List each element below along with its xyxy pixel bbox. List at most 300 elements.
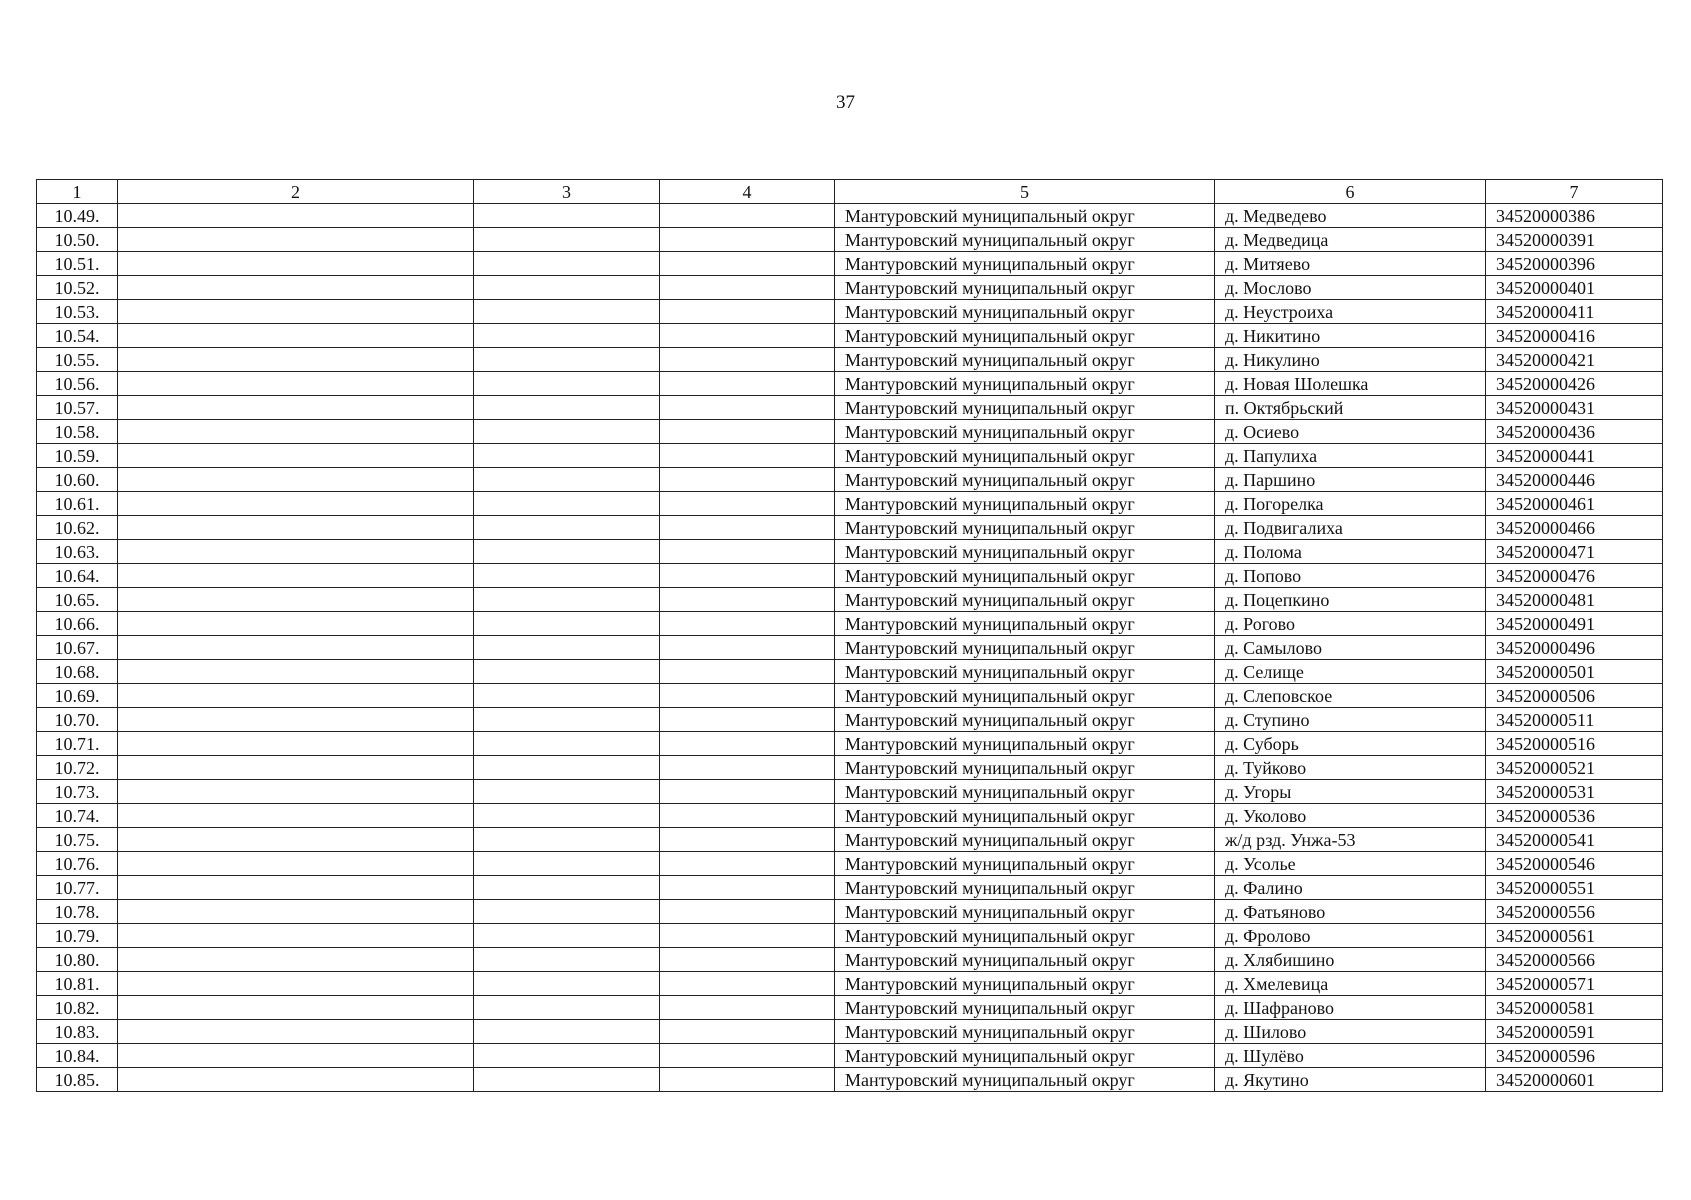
empty-cell-col-4 [660,876,835,900]
district-cell: Мантуровский муниципальный округ [835,540,1215,564]
row-number-cell: 10.51. [37,252,118,276]
settlement-cell: п. Октябрьский [1215,396,1486,420]
code-cell: 34520000476 [1486,564,1663,588]
code-cell: 34520000391 [1486,228,1663,252]
code-cell: 34520000556 [1486,900,1663,924]
empty-cell-col-2 [118,612,474,636]
empty-cell-col-4 [660,1020,835,1044]
table-row [37,588,1663,612]
row-number-cell: 10.59. [37,444,118,468]
row-number-cell: 10.77. [37,876,118,900]
code-cell: 34520000546 [1486,852,1663,876]
code-cell: 34520000426 [1486,372,1663,396]
district-cell: Мантуровский муниципальный округ [835,492,1215,516]
empty-cell-col-2 [118,732,474,756]
table-row [37,1020,1663,1044]
table-body [37,204,1663,1092]
column-header-4: 4 [660,180,835,204]
settlement-cell: д. Угоры [1215,780,1486,804]
code-cell: 34520000511 [1486,708,1663,732]
empty-cell-col-4 [660,828,835,852]
code-cell: 34520000416 [1486,324,1663,348]
district-cell: Мантуровский муниципальный округ [835,876,1215,900]
empty-cell-col-4 [660,996,835,1020]
empty-cell-col-2 [118,1020,474,1044]
empty-cell-col-3 [474,420,660,444]
empty-cell-col-4 [660,540,835,564]
district-cell: Мантуровский муниципальный округ [835,852,1215,876]
row-number-cell: 10.81. [37,972,118,996]
table-row [37,852,1663,876]
table-row [37,300,1663,324]
empty-cell-col-2 [118,396,474,420]
table-row [37,228,1663,252]
empty-cell-col-3 [474,276,660,300]
code-cell: 34520000601 [1486,1068,1663,1092]
district-cell: Мантуровский муниципальный округ [835,900,1215,924]
empty-cell-col-4 [660,468,835,492]
settlement-cell: д. Новая Шолешка [1215,372,1486,396]
empty-cell-col-2 [118,468,474,492]
empty-cell-col-3 [474,516,660,540]
empty-cell-col-3 [474,588,660,612]
row-number-cell: 10.56. [37,372,118,396]
table-row [37,996,1663,1020]
settlement-cell: д. Мослово [1215,276,1486,300]
settlement-cell: д. Неустроиха [1215,300,1486,324]
empty-cell-col-2 [118,564,474,588]
district-cell: Мантуровский муниципальный округ [835,684,1215,708]
settlement-cell: д. Подвигалиха [1215,516,1486,540]
table-row [37,948,1663,972]
settlement-cell: д. Слеповское [1215,684,1486,708]
settlement-cell: д. Усолье [1215,852,1486,876]
table-row [37,876,1663,900]
code-cell: 34520000551 [1486,876,1663,900]
column-header-3: 3 [474,180,660,204]
empty-cell-col-4 [660,684,835,708]
empty-cell-col-3 [474,444,660,468]
row-number-cell: 10.61. [37,492,118,516]
empty-cell-col-4 [660,660,835,684]
empty-cell-col-4 [660,420,835,444]
empty-cell-col-3 [474,1068,660,1092]
empty-cell-col-3 [474,852,660,876]
table-row [37,660,1663,684]
empty-cell-col-3 [474,252,660,276]
district-cell: Мантуровский муниципальный округ [835,588,1215,612]
empty-cell-col-2 [118,204,474,228]
settlement-cell: д. Хлябишино [1215,948,1486,972]
table-row [37,324,1663,348]
empty-cell-col-3 [474,468,660,492]
column-header-2: 2 [118,180,474,204]
district-cell: Мантуровский муниципальный округ [835,780,1215,804]
row-number-cell: 10.63. [37,540,118,564]
row-number-cell: 10.70. [37,708,118,732]
district-cell: Мантуровский муниципальный округ [835,300,1215,324]
row-number-cell: 10.57. [37,396,118,420]
empty-cell-col-4 [660,564,835,588]
empty-cell-col-2 [118,348,474,372]
empty-cell-col-4 [660,348,835,372]
empty-cell-col-3 [474,972,660,996]
table-row [37,396,1663,420]
code-cell: 34520000466 [1486,516,1663,540]
empty-cell-col-3 [474,564,660,588]
empty-cell-col-2 [118,924,474,948]
empty-cell-col-4 [660,516,835,540]
row-number-cell: 10.82. [37,996,118,1020]
empty-cell-col-2 [118,540,474,564]
table-row [37,780,1663,804]
table-row [37,756,1663,780]
code-cell: 34520000441 [1486,444,1663,468]
empty-cell-col-2 [118,972,474,996]
empty-cell-col-2 [118,492,474,516]
column-header-6: 6 [1215,180,1486,204]
row-number-cell: 10.49. [37,204,118,228]
empty-cell-col-2 [118,756,474,780]
settlement-cell: д. Никулино [1215,348,1486,372]
empty-cell-col-2 [118,276,474,300]
table-row [37,900,1663,924]
empty-cell-col-3 [474,708,660,732]
row-number-cell: 10.66. [37,612,118,636]
empty-cell-col-4 [660,204,835,228]
empty-cell-col-3 [474,204,660,228]
settlement-cell: д. Поцепкино [1215,588,1486,612]
district-cell: Мантуровский муниципальный округ [835,732,1215,756]
row-number-cell: 10.84. [37,1044,118,1068]
code-cell: 34520000596 [1486,1044,1663,1068]
district-cell: Мантуровский муниципальный округ [835,948,1215,972]
row-number-cell: 10.85. [37,1068,118,1092]
settlement-cell: д. Фалино [1215,876,1486,900]
empty-cell-col-4 [660,1044,835,1068]
table-row [37,468,1663,492]
empty-cell-col-3 [474,1020,660,1044]
empty-cell-col-2 [118,1068,474,1092]
settlement-cell: д. Митяево [1215,252,1486,276]
table-row [37,540,1663,564]
row-number-cell: 10.74. [37,804,118,828]
settlement-cell: ж/д рзд. Унжа-53 [1215,828,1486,852]
table-row [37,204,1663,228]
settlement-cell: д. Паршино [1215,468,1486,492]
empty-cell-col-3 [474,924,660,948]
code-cell: 34520000431 [1486,396,1663,420]
empty-cell-col-3 [474,996,660,1020]
settlement-cell: д. Попово [1215,564,1486,588]
table-row [37,372,1663,396]
empty-cell-col-4 [660,804,835,828]
settlement-cell: д. Якутино [1215,1068,1486,1092]
empty-cell-col-2 [118,420,474,444]
settlement-cell: д. Ступино [1215,708,1486,732]
district-cell: Мантуровский муниципальный округ [835,468,1215,492]
code-cell: 34520000386 [1486,204,1663,228]
empty-cell-col-2 [118,780,474,804]
row-number-cell: 10.68. [37,660,118,684]
empty-cell-col-4 [660,252,835,276]
empty-cell-col-2 [118,228,474,252]
row-number-cell: 10.54. [37,324,118,348]
row-number-cell: 10.72. [37,756,118,780]
settlement-cell: д. Фролово [1215,924,1486,948]
empty-cell-col-4 [660,300,835,324]
table-row [37,516,1663,540]
empty-cell-col-4 [660,948,835,972]
row-number-cell: 10.50. [37,228,118,252]
empty-cell-col-2 [118,708,474,732]
code-cell: 34520000581 [1486,996,1663,1020]
table-row [37,1068,1663,1092]
code-cell: 34520000446 [1486,468,1663,492]
empty-cell-col-3 [474,300,660,324]
empty-cell-col-3 [474,396,660,420]
code-cell: 34520000436 [1486,420,1663,444]
empty-cell-col-2 [118,252,474,276]
code-cell: 34520000411 [1486,300,1663,324]
row-number-cell: 10.73. [37,780,118,804]
table-row [37,636,1663,660]
district-cell: Мантуровский муниципальный округ [835,444,1215,468]
empty-cell-col-2 [118,996,474,1020]
empty-cell-col-3 [474,324,660,348]
empty-cell-col-4 [660,636,835,660]
table-row [37,924,1663,948]
code-cell: 34520000506 [1486,684,1663,708]
settlement-cell: д. Папулиха [1215,444,1486,468]
empty-cell-col-2 [118,804,474,828]
empty-cell-col-4 [660,372,835,396]
row-number-cell: 10.53. [37,300,118,324]
empty-cell-col-4 [660,924,835,948]
table-row [37,564,1663,588]
column-header-5: 5 [835,180,1215,204]
settlement-cell: д. Туйково [1215,756,1486,780]
empty-cell-col-3 [474,732,660,756]
district-cell: Мантуровский муниципальный округ [835,228,1215,252]
empty-cell-col-3 [474,612,660,636]
district-cell: Мантуровский муниципальный округ [835,972,1215,996]
settlement-cell: д. Никитино [1215,324,1486,348]
empty-cell-col-3 [474,756,660,780]
district-cell: Мантуровский муниципальный округ [835,324,1215,348]
district-cell: Мантуровский муниципальный округ [835,756,1215,780]
settlement-cell: д. Погорелка [1215,492,1486,516]
table-row [37,420,1663,444]
empty-cell-col-2 [118,660,474,684]
table-row [37,1044,1663,1068]
district-cell: Мантуровский муниципальный округ [835,660,1215,684]
table-row [37,276,1663,300]
district-cell: Мантуровский муниципальный округ [835,396,1215,420]
district-cell: Мантуровский муниципальный округ [835,1044,1215,1068]
empty-cell-col-2 [118,876,474,900]
table-row [37,804,1663,828]
settlement-cell: д. Шилово [1215,1020,1486,1044]
row-number-cell: 10.55. [37,348,118,372]
empty-cell-col-2 [118,1044,474,1068]
empty-cell-col-2 [118,684,474,708]
empty-cell-col-2 [118,852,474,876]
district-cell: Мантуровский муниципальный округ [835,804,1215,828]
empty-cell-col-4 [660,276,835,300]
settlement-cell: д. Осиево [1215,420,1486,444]
row-number-cell: 10.83. [37,1020,118,1044]
empty-cell-col-3 [474,876,660,900]
empty-cell-col-2 [118,444,474,468]
empty-cell-col-2 [118,516,474,540]
district-cell: Мантуровский муниципальный округ [835,276,1215,300]
empty-cell-col-4 [660,444,835,468]
empty-cell-col-4 [660,1068,835,1092]
district-cell: Мантуровский муниципальный округ [835,612,1215,636]
empty-cell-col-3 [474,660,660,684]
table-row [37,732,1663,756]
row-number-cell: 10.76. [37,852,118,876]
empty-cell-col-3 [474,540,660,564]
row-number-cell: 10.67. [37,636,118,660]
empty-cell-col-4 [660,900,835,924]
empty-cell-col-4 [660,972,835,996]
district-cell: Мантуровский муниципальный округ [835,924,1215,948]
row-number-cell: 10.78. [37,900,118,924]
row-number-cell: 10.79. [37,924,118,948]
row-number-cell: 10.69. [37,684,118,708]
settlement-cell: д. Шафраново [1215,996,1486,1020]
empty-cell-col-3 [474,372,660,396]
district-cell: Мантуровский муниципальный округ [835,1068,1215,1092]
district-cell: Мантуровский муниципальный округ [835,420,1215,444]
row-number-cell: 10.60. [37,468,118,492]
table-row [37,492,1663,516]
row-number-cell: 10.71. [37,732,118,756]
row-number-cell: 10.75. [37,828,118,852]
table-row [37,828,1663,852]
table-row [37,444,1663,468]
empty-cell-col-4 [660,612,835,636]
row-number-cell: 10.65. [37,588,118,612]
empty-cell-col-4 [660,780,835,804]
settlement-cell: д. Уколово [1215,804,1486,828]
district-cell: Мантуровский муниципальный округ [835,252,1215,276]
code-cell: 34520000471 [1486,540,1663,564]
row-number-cell: 10.58. [37,420,118,444]
settlement-cell: д. Полома [1215,540,1486,564]
empty-cell-col-2 [118,828,474,852]
code-cell: 34520000566 [1486,948,1663,972]
empty-cell-col-3 [474,804,660,828]
empty-cell-col-4 [660,396,835,420]
district-cell: Мантуровский муниципальный округ [835,636,1215,660]
code-cell: 34520000496 [1486,636,1663,660]
code-cell: 34520000491 [1486,612,1663,636]
empty-cell-col-4 [660,324,835,348]
empty-cell-col-3 [474,684,660,708]
settlement-cell: д. Медведево [1215,204,1486,228]
table-row [37,972,1663,996]
settlement-cell: д. Медведица [1215,228,1486,252]
settlement-cell: д. Селище [1215,660,1486,684]
table-row [37,684,1663,708]
district-cell: Мантуровский муниципальный округ [835,348,1215,372]
empty-cell-col-3 [474,780,660,804]
empty-cell-col-3 [474,348,660,372]
empty-cell-col-2 [118,948,474,972]
empty-cell-col-3 [474,828,660,852]
code-cell: 34520000501 [1486,660,1663,684]
column-header-1: 1 [37,180,118,204]
column-header-7: 7 [1486,180,1663,204]
empty-cell-col-4 [660,708,835,732]
empty-cell-col-4 [660,756,835,780]
table-row [37,252,1663,276]
code-cell: 34520000461 [1486,492,1663,516]
district-cell: Мантуровский муниципальный округ [835,564,1215,588]
district-cell: Мантуровский муниципальный округ [835,708,1215,732]
empty-cell-col-4 [660,732,835,756]
settlement-cell: д. Хмелевица [1215,972,1486,996]
empty-cell-col-3 [474,636,660,660]
district-cell: Мантуровский муниципальный округ [835,516,1215,540]
code-cell: 34520000571 [1486,972,1663,996]
empty-cell-col-3 [474,900,660,924]
row-number-cell: 10.80. [37,948,118,972]
empty-cell-col-3 [474,1044,660,1068]
empty-cell-col-3 [474,492,660,516]
code-cell: 34520000591 [1486,1020,1663,1044]
settlement-cell: д. Рогово [1215,612,1486,636]
empty-cell-col-2 [118,300,474,324]
code-cell: 34520000521 [1486,756,1663,780]
district-cell: Мантуровский муниципальный округ [835,996,1215,1020]
row-number-cell: 10.64. [37,564,118,588]
settlement-cell: д. Фатьяново [1215,900,1486,924]
settlement-cell: д. Суборь [1215,732,1486,756]
district-cell: Мантуровский муниципальный округ [835,1020,1215,1044]
code-cell: 34520000481 [1486,588,1663,612]
code-cell: 34520000516 [1486,732,1663,756]
registry-table [36,179,1663,1092]
table-row [37,612,1663,636]
empty-cell-col-2 [118,324,474,348]
empty-cell-col-2 [118,636,474,660]
code-cell: 34520000561 [1486,924,1663,948]
code-cell: 34520000536 [1486,804,1663,828]
district-cell: Мантуровский муниципальный округ [835,204,1215,228]
district-cell: Мантуровский муниципальный округ [835,372,1215,396]
district-cell: Мантуровский муниципальный округ [835,828,1215,852]
row-number-cell: 10.62. [37,516,118,540]
code-cell: 34520000531 [1486,780,1663,804]
empty-cell-col-4 [660,852,835,876]
page-number: 37 [836,92,855,113]
empty-cell-col-4 [660,588,835,612]
code-cell: 34520000401 [1486,276,1663,300]
empty-cell-col-4 [660,492,835,516]
code-cell: 34520000541 [1486,828,1663,852]
table-row [37,708,1663,732]
empty-cell-col-3 [474,948,660,972]
code-cell: 34520000396 [1486,252,1663,276]
row-number-cell: 10.52. [37,276,118,300]
table-row [37,348,1663,372]
empty-cell-col-4 [660,228,835,252]
empty-cell-col-2 [118,900,474,924]
